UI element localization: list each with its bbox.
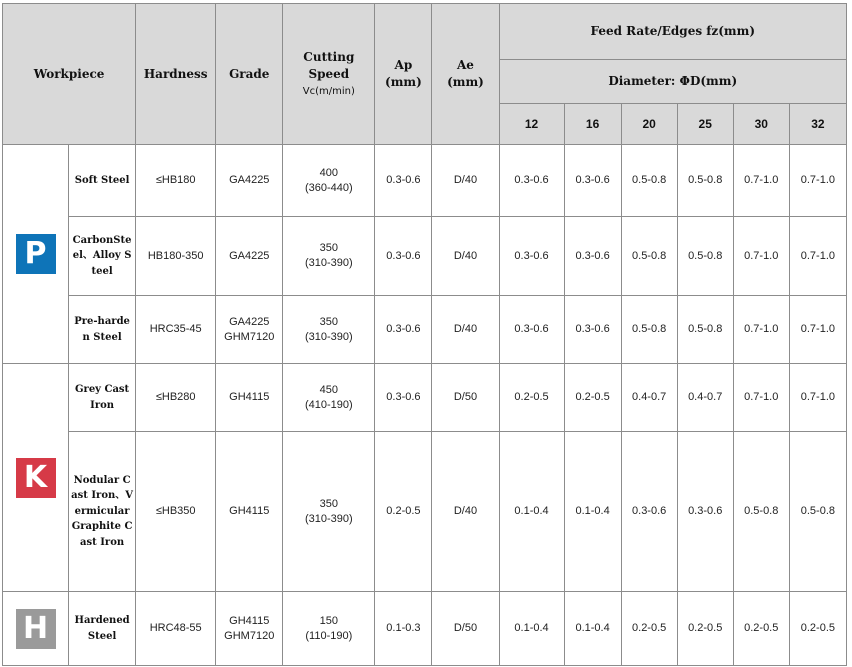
table-row [3, 592, 847, 666]
feed-value: 0.5-0.8 [621, 217, 677, 296]
speed-value [283, 217, 375, 296]
ap-value: 0.3-0.6 [375, 364, 432, 432]
ae-value: D/50 [432, 364, 499, 432]
hardness-value: HB180-350 [136, 217, 216, 296]
speed-range-line: (360-440) [304, 181, 353, 194]
grade-value [216, 364, 283, 432]
feed-value: 0.7-1.0 [733, 364, 789, 432]
header-ae [432, 4, 499, 145]
ae-value: D/50 [432, 592, 499, 666]
feed-value: 0.1-0.4 [564, 432, 621, 592]
feed-value: 0.2-0.5 [677, 592, 733, 666]
feed-value: 0.5-0.8 [677, 296, 733, 364]
speed-line: 450 [319, 383, 338, 396]
hardness-value: HRC35-45 [136, 296, 216, 364]
table-row [3, 296, 847, 364]
workpiece-name: Grey Cast Iron [69, 364, 136, 432]
header-diameter-value: 32 [789, 104, 846, 145]
header-ae-unit: (mm) [447, 75, 484, 89]
ae-value: D/40 [432, 432, 499, 592]
feed-value: 0.2-0.5 [789, 592, 846, 666]
table-row [3, 364, 847, 432]
workpiece-name: Soft Steel [69, 145, 136, 217]
material-k-badge-icon: K [16, 458, 56, 498]
feed-value: 0.7-1.0 [789, 145, 846, 217]
header-workpiece: Workpiece [3, 4, 136, 145]
grade-line-2: GHM7120 [224, 330, 275, 343]
feed-value: 0.5-0.8 [677, 145, 733, 217]
feed-value: 0.2-0.5 [733, 592, 789, 666]
header-cutting-speed-label: Cutting Speed [303, 49, 355, 81]
speed-line: 350 [319, 315, 338, 328]
workpiece-name: Hardened Steel [69, 592, 136, 666]
table-row [3, 432, 847, 592]
feed-value: 0.2-0.5 [499, 364, 564, 432]
speed-range-line: (310-390) [304, 512, 353, 525]
feed-value: 0.7-1.0 [789, 217, 846, 296]
speed-line: 350 [319, 497, 338, 510]
ap-value: 0.2-0.5 [375, 432, 432, 592]
grade-line-2: GHM7120 [224, 629, 275, 642]
speed-range-line: (310-390) [304, 330, 353, 343]
grade-line: GH4115 [229, 614, 270, 627]
feed-value: 0.4-0.7 [677, 364, 733, 432]
feed-value: 0.2-0.5 [564, 364, 621, 432]
table-row [3, 145, 847, 217]
speed-value [283, 432, 375, 592]
feed-value: 0.3-0.6 [499, 217, 564, 296]
grade-line: GH4115 [229, 391, 270, 403]
ap-value: 0.3-0.6 [375, 296, 432, 364]
feed-value: 0.5-0.8 [621, 145, 677, 217]
grade-line: GA4225 [229, 315, 270, 328]
feed-value: 0.3-0.6 [677, 432, 733, 592]
hardness-value: ≤HB180 [136, 145, 216, 217]
hardness-value: HRC48-55 [136, 592, 216, 666]
header-diameter-value: 25 [677, 104, 733, 145]
ae-value: D/40 [432, 296, 499, 364]
feed-value: 0.3-0.6 [621, 432, 677, 592]
workpiece-name: Nodular Cast Iron、Vermicular Graphite Cast Iron [69, 432, 136, 592]
speed-value [283, 145, 375, 217]
hardness-value: ≤HB350 [136, 432, 216, 592]
feed-value: 0.3-0.6 [499, 296, 564, 364]
header-ae-label: Ae [456, 58, 474, 72]
feed-value: 0.5-0.8 [789, 432, 846, 592]
grade-value [216, 296, 283, 364]
feed-value: 0.7-1.0 [789, 296, 846, 364]
grade-value [216, 432, 283, 592]
feed-value: 0.5-0.8 [677, 217, 733, 296]
grade-line: GH4115 [229, 505, 270, 517]
grade-value [216, 217, 283, 296]
workpiece-name: Pre-harden Steel [69, 296, 136, 364]
header-cutting-speed [283, 4, 375, 145]
hardness-value: ≤HB280 [136, 364, 216, 432]
feed-value: 0.2-0.5 [621, 592, 677, 666]
grade-line: GA4225 [229, 174, 270, 186]
feed-value: 0.1-0.4 [499, 592, 564, 666]
ae-value: D/40 [432, 145, 499, 217]
category-cell-p [3, 145, 69, 364]
feed-value: 0.7-1.0 [733, 145, 789, 217]
material-p-badge-icon: P [16, 234, 56, 274]
ap-value: 0.3-0.6 [375, 145, 432, 217]
header-ap-label: Ap [394, 58, 413, 72]
header-feed-rate: Feed Rate/Edges fz(mm) [499, 4, 847, 60]
feed-value: 0.4-0.7 [621, 364, 677, 432]
feed-value: 0.3-0.6 [564, 145, 621, 217]
ae-value: D/40 [432, 217, 499, 296]
feed-value: 0.1-0.4 [499, 432, 564, 592]
feed-value: 0.5-0.8 [621, 296, 677, 364]
speed-line: 400 [319, 166, 338, 179]
header-ap [375, 4, 432, 145]
cutting-parameters-table [2, 3, 847, 666]
speed-range-line: (410-190) [304, 398, 353, 411]
grade-value [216, 592, 283, 666]
feed-value: 0.3-0.6 [499, 145, 564, 217]
header-diameter-value: 16 [564, 104, 621, 145]
grade-line: GA4225 [229, 249, 270, 262]
speed-value [283, 296, 375, 364]
category-cell-k [3, 364, 69, 592]
feed-value: 0.3-0.6 [564, 296, 621, 364]
speed-range-line: (110-190) [305, 629, 353, 642]
speed-value [283, 364, 375, 432]
header-grade: Grade [216, 4, 283, 145]
feed-value: 0.7-1.0 [733, 296, 789, 364]
feed-value: 0.7-1.0 [789, 364, 846, 432]
header-diameter-value: 12 [499, 104, 564, 145]
feed-value: 0.3-0.6 [564, 217, 621, 296]
header-diameter-value: 20 [621, 104, 677, 145]
workpiece-name: CarbonSteel、Alloy Steel [69, 217, 136, 296]
ap-value: 0.3-0.6 [375, 217, 432, 296]
header-cutting-speed-unit: Vc(m/min) [302, 85, 355, 97]
header-diameter: Diameter: ΦD(mm) [499, 60, 847, 104]
header-hardness: Hardness [136, 4, 216, 145]
ap-value: 0.1-0.3 [375, 592, 432, 666]
header-diameter-value: 30 [733, 104, 789, 145]
speed-value [283, 592, 375, 666]
speed-line: 350 [319, 242, 338, 254]
feed-value: 0.1-0.4 [564, 592, 621, 666]
grade-value [216, 145, 283, 217]
speed-range-line: (310-390) [304, 257, 353, 269]
category-cell-h [3, 592, 69, 666]
table-row [3, 217, 847, 296]
material-h-badge-icon: H [16, 609, 56, 649]
feed-value: 0.5-0.8 [733, 432, 789, 592]
feed-value: 0.7-1.0 [733, 217, 789, 296]
header-ap-unit: (mm) [385, 75, 422, 89]
speed-line: 150 [319, 614, 338, 627]
